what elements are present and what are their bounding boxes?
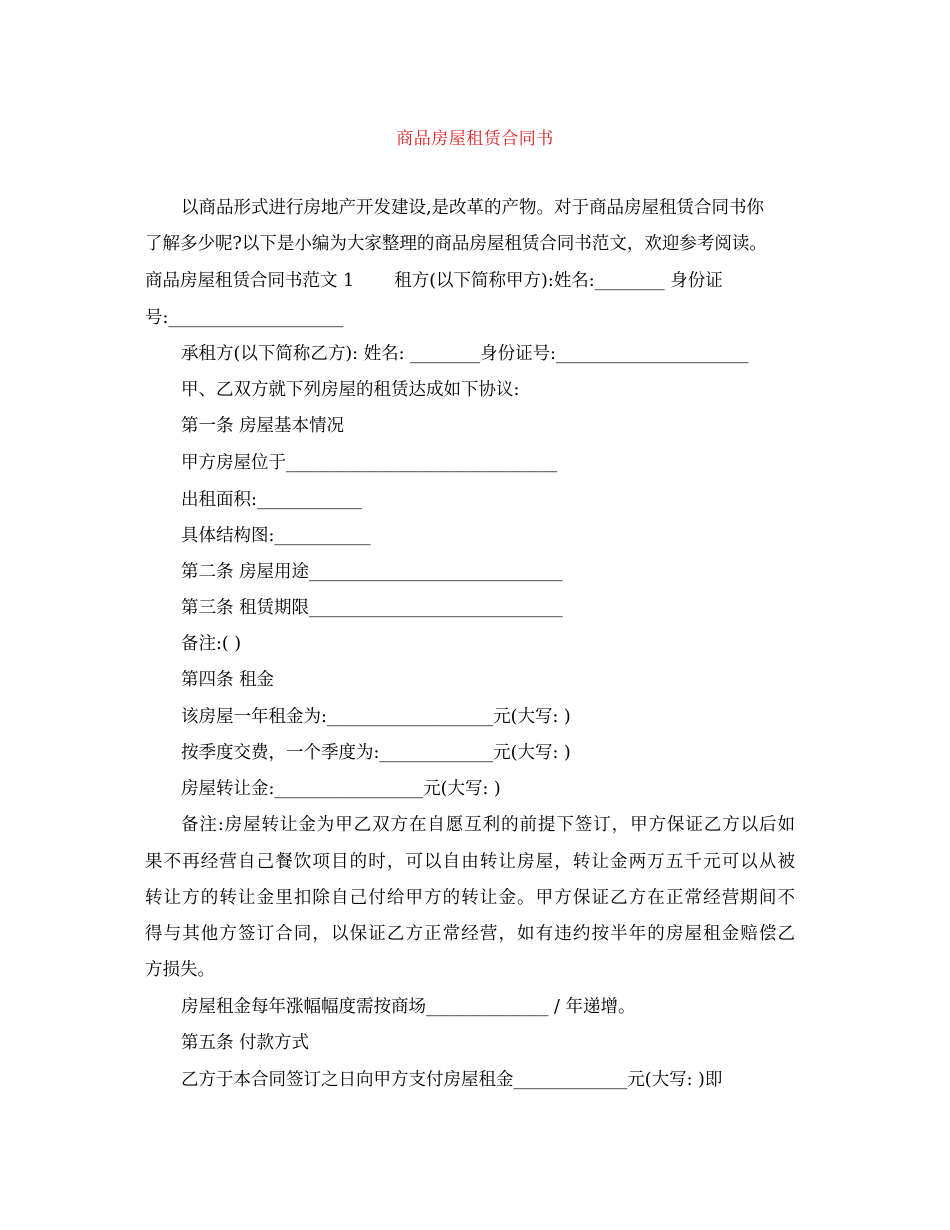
lessee-line: 承租方(以下简称乙方): 姓名: ________身份证号:______________________ xyxy=(181,344,749,364)
note-paragraph-line: 备注:房屋转让金为甲乙双方在自愿互利的前提下签订，甲方保证乙方以后如 xyxy=(181,815,795,835)
note-empty: 备注:( ) xyxy=(181,634,242,654)
note-paragraph-line: 方损失。 xyxy=(145,960,215,980)
note-paragraph-line: 果不再经营自己餐饮项目的时，可以自由转让房屋，转让金两万五千元可以从被 xyxy=(145,852,795,872)
rent-increase: 房屋租金每年涨幅幅度需按商场______________ / 年递增。 xyxy=(181,997,636,1017)
rent-quarterly: 按季度交费，一个季度为:_____________元(大写: ) xyxy=(181,743,571,763)
article-5-title: 第五条 付款方式 xyxy=(181,1033,310,1053)
agreement-intro: 甲、乙双方就下列房屋的租赁达成如下协议: xyxy=(181,380,520,400)
document-title: 商品房屋租赁合同书 xyxy=(396,129,554,149)
lessor-line: 租方(以下简称甲方):姓名:________ 身份证 xyxy=(394,271,723,291)
lessor-id-line: 号:____________________ xyxy=(145,308,344,328)
intro-line-2: 了解多少呢?以下是小编为大家整理的商品房屋租赁合同书范文，欢迎参考阅读。 xyxy=(145,234,767,254)
rent-annual: 该房屋一年租金为:___________________元(大写: ) xyxy=(181,707,571,727)
note-paragraph-line: 转让方的转让金里扣除自己付给甲方的转让金。甲方保证乙方在正常经营期间不 xyxy=(145,888,795,908)
note-paragraph-line: 得与其他方签订合同，以保证乙方正常经营，如有违约按半年的房屋租金赔偿乙 xyxy=(145,924,795,944)
intro-line-1: 以商品形式进行房地产开发建设,是改革的产物。对于商品房屋租赁合同书你 xyxy=(181,198,765,218)
article-1-location: 甲方房屋位于_______________________________ xyxy=(181,453,558,473)
sample-heading: 商品房屋租赁合同书范文 1 xyxy=(145,271,355,291)
article-3: 第三条 租赁期限_____________________________ xyxy=(181,598,563,618)
transfer-fee: 房屋转让金:_________________元(大写: ) xyxy=(181,779,501,799)
article-4-title: 第四条 租金 xyxy=(181,670,275,690)
article-1-area: 出租面积:____________ xyxy=(181,490,362,510)
article-1-structure: 具体结构图:___________ xyxy=(181,526,371,546)
article-5-text: 乙方于本合同签订之日向甲方支付房屋租金_____________元(大写: )即 xyxy=(181,1070,723,1090)
article-2: 第二条 房屋用途_____________________________ xyxy=(181,562,563,582)
sample-heading-row xyxy=(145,269,723,293)
article-1-title: 第一条 房屋基本情况 xyxy=(181,416,345,436)
